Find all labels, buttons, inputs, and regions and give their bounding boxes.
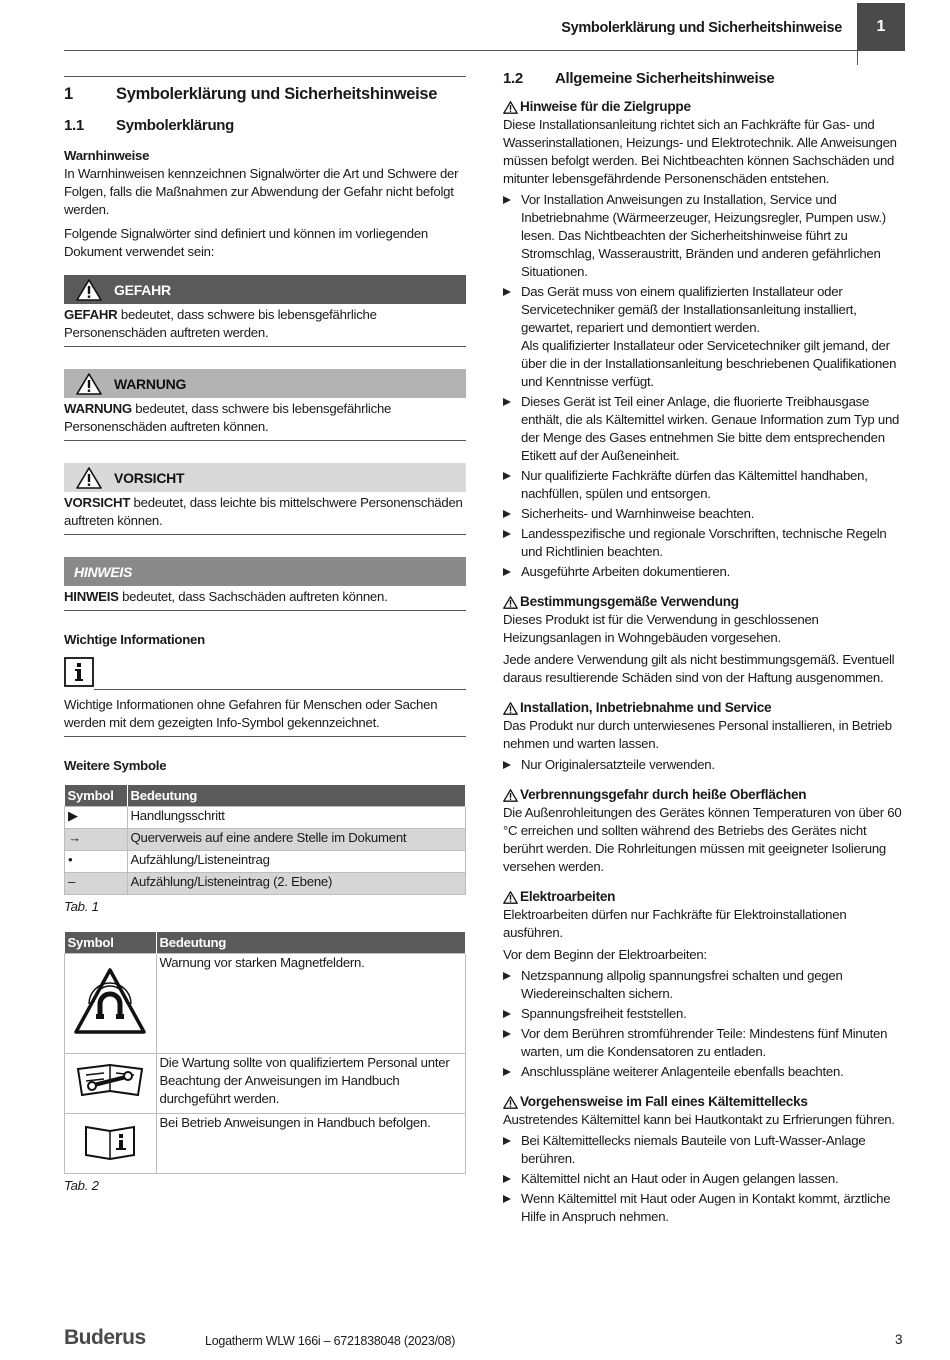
page-number: 3 [895, 1332, 903, 1347]
subsection-number: 1.2 [503, 70, 523, 87]
action-arrow-icon [503, 761, 511, 769]
table-row [65, 954, 466, 1054]
section-title: Symbolerklärung und Sicherheitshinweise [116, 85, 438, 103]
subsection-title: Allgemeine Sicherheitshinweise [555, 70, 775, 87]
action-arrow-icon [503, 196, 511, 204]
table-header-meaning: Bedeutung [127, 785, 466, 807]
safety-blocks [503, 98, 905, 1226]
symbols-table-2 [64, 932, 466, 1174]
warning-triangle-icon [503, 596, 518, 609]
notice-box [64, 557, 466, 611]
buderus-logo: Buderus [64, 1326, 146, 1349]
safety-block-title: Vorgehensweise im Fall eines Kältemittellecks [520, 1094, 808, 1109]
action-arrow-icon [503, 1137, 511, 1145]
warning-description: bedeutet, dass schwere bis lebensgefährliche Personenschäden auftreten können. [64, 401, 392, 434]
action-arrow-icon [503, 530, 511, 538]
safety-block-heading [503, 699, 905, 717]
danger-word: GEFAHR [64, 307, 118, 322]
info-icon [64, 657, 94, 692]
warn-intro: In Warnhinweisen kennzeichnen Signalwörter die Art und Schwere der Folgen, falls die Maßnahmen zur Abwendung der Gefahr nicht befolgt werden. [64, 166, 459, 217]
action-step-text: Kältemittel nicht an Haut oder in Augen gelangen lassen. [521, 1171, 839, 1186]
action-arrow-icon [503, 472, 511, 480]
safety-paragraph: Die Außenrohleitungen des Gerätes können Temperaturen von über 60 °C erreichen und sollten während des Betriebs des Gerätes nicht berührt werden. Die Rohrleitungen müssen mit geeigneter Isolierung versehen werden. [503, 805, 902, 874]
subsection-title: Symbolerklärung [116, 117, 235, 134]
table-header-symbol: Symbol [65, 932, 157, 954]
symbol-cell: • [65, 851, 128, 873]
symbol-cell: ▶ [65, 807, 128, 829]
action-step-text: Anschlusspläne weiterer Anlagenteile ebenfalls beachten. [521, 1064, 844, 1079]
info-text: Wichtige Informationen ohne Gefahren für Menschen oder Sachen werden mit dem gezeigten Info-Symbol gekennzeichnet. [64, 692, 466, 737]
action-step-text: Bei Kältemittellecks niemals Bauteile von Luft-Wasser-Anlage berühren. [521, 1133, 866, 1166]
action-step-text: Netzspannung allpolig spannungsfrei schalten und gegen Wiedereinschalten sichern. [521, 968, 843, 1001]
danger-label: GEFAHR [114, 281, 171, 298]
header-rule [64, 50, 857, 51]
symbols-table-1 [64, 785, 466, 895]
danger-box [64, 275, 466, 347]
header-rule-tick [857, 51, 858, 65]
meaning-cell: Warnung vor starken Magnetfeldern. [156, 954, 466, 1054]
caution-label: VORSICHT [114, 469, 185, 486]
meaning-cell: Bei Betrieb Anweisungen in Handbuch befolgen. [156, 1114, 466, 1174]
action-arrow-icon [503, 510, 511, 518]
notice-word: HINWEIS [64, 589, 119, 604]
warning-box-header [64, 369, 466, 398]
warning-triangle-icon [64, 467, 114, 489]
warn-heading: Warnhinweise [64, 148, 150, 163]
action-step [503, 191, 905, 281]
action-arrow-icon [503, 568, 511, 576]
table-1-caption: Tab. 1 [64, 899, 99, 914]
safety-paragraph: Das Produkt nur durch unterwiesenes Personal installieren, in Betrieb nehmen und warten lassen. [503, 718, 892, 751]
warning-triangle-icon [64, 373, 114, 395]
action-step [503, 756, 905, 774]
action-arrow-icon [503, 1195, 511, 1203]
subsection-number: 1.1 [64, 117, 84, 134]
action-list [503, 967, 905, 1081]
action-list [503, 191, 905, 581]
safety-block-heading [503, 593, 905, 611]
meaning-cell: Querverweis auf eine andere Stelle im Dokument [127, 829, 466, 851]
action-step-text: Nur Originalersatzteile verwenden. [521, 757, 715, 772]
action-step [503, 467, 905, 503]
action-step-text: Vor dem Berühren stromführender Teile: Mindestens fünf Minuten warten, um die Kondensatoren zu entladen. [521, 1026, 888, 1059]
action-step-text: Landesspezifische und regionale Vorschriften, technische Regeln und Richtlinien beachten. [521, 526, 887, 559]
danger-box-text [64, 304, 466, 347]
left-column [64, 76, 466, 1195]
action-arrow-icon [503, 1030, 511, 1038]
action-step [503, 1005, 905, 1023]
section-heading-block [64, 76, 466, 103]
table-row [65, 851, 466, 873]
action-arrow-icon [503, 398, 511, 406]
warning-triangle-icon [503, 891, 518, 904]
warning-triangle-icon [503, 789, 518, 802]
action-step [503, 525, 905, 561]
action-step [503, 1132, 905, 1168]
action-arrow-icon [503, 1175, 511, 1183]
warning-box [64, 369, 466, 441]
action-step [503, 393, 905, 465]
action-step [503, 563, 905, 581]
action-step [503, 1190, 905, 1226]
manual-info-icon [65, 1114, 157, 1174]
safety-block [503, 1093, 905, 1226]
action-step-text: Ausgeführte Arbeiten dokumentieren. [521, 564, 730, 579]
meaning-cell: Die Wartung sollte von qualifiziertem Personal unter Beachtung der Anweisungen im Handbuch durchgeführt werden. [156, 1054, 466, 1114]
safety-block-title: Bestimmungsgemäße Verwendung [520, 594, 739, 609]
action-list [503, 1132, 905, 1226]
warning-triangle-icon [503, 101, 518, 114]
safety-paragraph: Austretendes Kältemittel kann bei Hautkontakt zu Erfrierungen führen. [503, 1112, 895, 1127]
action-step-text: Vor Installation Anweisungen zu Installation, Service und Inbetriebnahme (Wärmeerzeuger, Heizungsregler, Pumpen usw.) lesen. Das Nichtbeachten der Sicherheitshinweise führt zu Stromschlag, Wasseraustritt, Bränden und anderen gefährlichen Situationen. [521, 192, 886, 279]
action-arrow-icon [503, 1068, 511, 1076]
table-row [65, 829, 466, 851]
table-row [65, 807, 466, 829]
table-row [65, 1114, 466, 1174]
action-step-text: Dieses Gerät ist Teil einer Anlage, die fluorierte Treibhausgase enthält, die als Kältemittel wirken. Genaue Information zum Typ und der Menge des Gases entnehmen Sie bitte dem entsprechenden Etikett auf der Außeneinheit. [521, 394, 900, 463]
safety-block [503, 98, 905, 581]
safety-block [503, 593, 905, 687]
signal-intro: Folgende Signalwörter sind definiert und können im vorliegenden Dokument verwendet sein: [64, 226, 428, 259]
service-manual-icon [65, 1054, 157, 1114]
warning-triangle-icon [64, 279, 114, 301]
table-header-symbol: Symbol [65, 785, 128, 807]
safety-block-title: Elektroarbeiten [520, 889, 616, 904]
notice-description: bedeutet, dass Sachschäden auftreten können. [118, 589, 388, 604]
warning-triangle-icon [503, 702, 518, 715]
safety-block-heading [503, 1093, 905, 1111]
meaning-cell: Handlungsschritt [127, 807, 466, 829]
subsection-heading [503, 70, 905, 88]
info-symbol-row [64, 657, 466, 692]
safety-paragraph: Jede andere Verwendung gilt als nicht bestimmungsgemäß. Eventuell daraus resultierende Schäden sind von der Haftung ausgenommen. [503, 652, 895, 685]
section-number: 1 [64, 85, 73, 103]
caution-description: bedeutet, dass leichte bis mittelschwere Personenschäden auftreten können. [64, 495, 463, 528]
right-column [503, 70, 905, 1226]
meaning-cell: Aufzählung/Listeneintrag [127, 851, 466, 873]
safety-block-title: Verbrennungsgefahr durch heiße Oberflächen [520, 787, 807, 802]
action-step-text: Nur qualifizierte Fachkräfte dürfen das Kältemittel handhaben, nachfüllen, spülen und entsorgen. [521, 468, 868, 501]
caution-box [64, 463, 466, 535]
action-arrow-icon [503, 972, 511, 980]
symbol-cell: → [65, 829, 128, 851]
caution-box-text [64, 492, 466, 535]
safety-block-heading [503, 888, 905, 906]
section-heading [64, 85, 466, 103]
notice-box-text [64, 586, 466, 611]
action-step [503, 1025, 905, 1061]
notice-box-header: HINWEIS [64, 557, 466, 586]
action-step [503, 967, 905, 1003]
action-step [503, 1063, 905, 1081]
safety-block-title: Hinweise für die Zielgruppe [520, 99, 691, 114]
table-2-caption: Tab. 2 [64, 1178, 99, 1193]
danger-description: bedeutet, dass schwere bis lebensgefährliche Personenschäden auftreten werden. [64, 307, 377, 340]
safety-block-title: Installation, Inbetriebnahme und Service [520, 700, 772, 715]
action-step [503, 505, 905, 523]
action-list [503, 756, 905, 774]
safety-paragraph: Diese Installationsanleitung richtet sich an Fachkräfte für Gas- und Wasserinstallationen, Heizungs- und Elektrotechnik. Alle Anweisungen müssen befolgt werden. Bei Nichtbeachten können Sachschäden und mitunter lebensgefährdende Personenschäden entstehen. [503, 117, 897, 186]
safety-paragraph: Dieses Produkt ist für die Verwendung in geschlossenen Heizungsanlagen in Wohngebäuden vorgesehen. [503, 612, 819, 645]
action-step-text: Spannungsfreiheit feststellen. [521, 1006, 687, 1021]
action-step-text: Sicherheits- und Warnhinweise beachten. [521, 506, 755, 521]
action-arrow-icon [503, 1010, 511, 1018]
more-symbols-heading: Weitere Symbole [64, 758, 167, 773]
subsection-heading [64, 117, 466, 135]
safety-block [503, 786, 905, 876]
table-header-meaning: Bedeutung [156, 932, 466, 954]
safety-block [503, 699, 905, 774]
safety-paragraph: Vor dem Beginn der Elektroarbeiten: [503, 947, 707, 962]
warning-triangle-icon [503, 1096, 518, 1109]
warning-label: WARNUNG [114, 375, 187, 392]
safety-paragraph: Elektroarbeiten dürfen nur Fachkräfte für Elektroinstallationen ausführen. [503, 907, 847, 940]
action-arrow-icon [503, 288, 511, 296]
info-heading: Wichtige Informationen [64, 632, 205, 647]
action-step-text: Wenn Kältemittel mit Haut oder Augen in Kontakt kommt, ärztliche Hilfe in Anspruch nehmen. [521, 1191, 891, 1224]
danger-box-header [64, 275, 466, 304]
safety-block [503, 888, 905, 1081]
warning-box-text [64, 398, 466, 441]
action-step-text: Das Gerät muss von einem qualifizierten Installateur oder Servicetechniker gemäß der Installationsanleitung installiert, gewartet, repariert und demontiert werden. Als qualifizierter Installateur oder Servicetechniker gilt jemand, der über die in der Installationsanleitung beschriebenen Qualifikationen und Kenntnisse verfügt. [521, 284, 897, 389]
running-header-title: Symbolerklärung und Sicherheitshinweise [561, 20, 842, 36]
symbol-cell: – [65, 873, 128, 895]
safety-block-heading [503, 98, 905, 116]
meaning-cell: Aufzählung/Listeneintrag (2. Ebene) [127, 873, 466, 895]
action-step [503, 283, 905, 391]
table-row [65, 873, 466, 895]
footer-document-id: Logatherm WLW 166i – 6721838048 (2023/08) [205, 1334, 456, 1348]
info-rule [94, 689, 466, 690]
caution-box-header [64, 463, 466, 492]
warning-word: WARNUNG [64, 401, 132, 416]
action-step [503, 1170, 905, 1188]
chapter-number-badge: 1 [857, 3, 905, 51]
caution-word: VORSICHT [64, 495, 131, 510]
magnetic-field-warning-icon [65, 954, 157, 1054]
table-row [65, 1054, 466, 1114]
safety-block-heading [503, 786, 905, 804]
